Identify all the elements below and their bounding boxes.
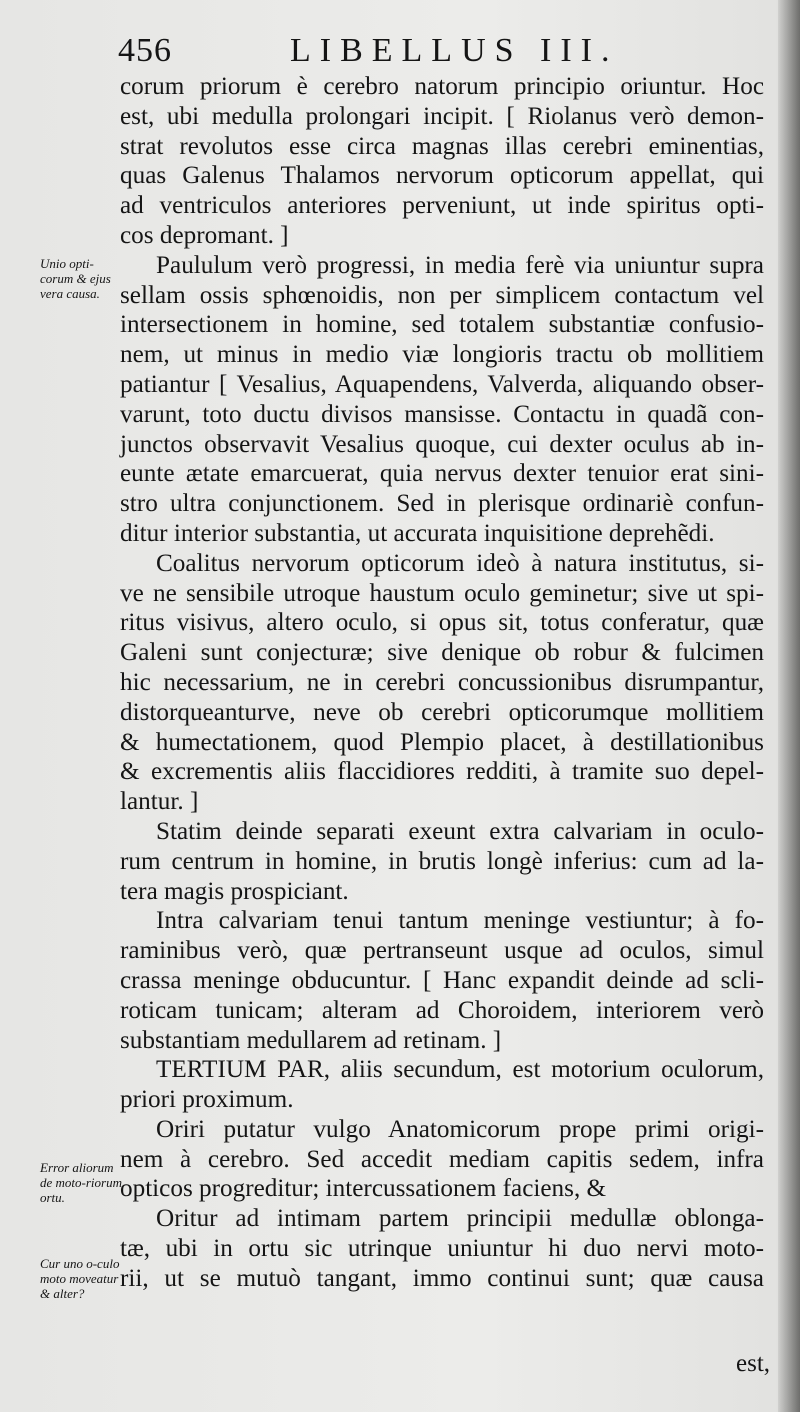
text-line: ritus visivus, altero oculo, si opus sit, totus conferatur, quæ xyxy=(120,609,764,637)
running-title: LIBELLUS III. xyxy=(290,32,619,69)
page-edge-shadow xyxy=(778,0,800,1412)
page-number: 456 xyxy=(118,32,172,69)
text-line: Paululum verò progressi, in media ferè via uniuntur supra xyxy=(156,251,764,279)
text-line: crassa meninge obducuntur. [ Hanc expandit deinde ad scli- xyxy=(120,966,764,994)
text-line: & humectationem, quod Plempio placet, à destillationibus xyxy=(120,728,764,756)
body-text xyxy=(120,72,764,1294)
margin-note-unio: Unio opti-corum & ejus vera causa. xyxy=(40,256,111,301)
margin-note-error: Error aliorum de moto-riorum ortu. xyxy=(40,1160,122,1205)
text-line: eunte ætate emarcuerat, quia nervus dexter tenuior erat sini- xyxy=(120,460,764,488)
text-line: nem à cerebro. Sed accedit mediam capitis sedem, infra xyxy=(120,1145,764,1173)
text-line: substantiam medullarem ad retinam. ] xyxy=(120,1026,502,1054)
text-line: TERTIUM PAR, aliis secundum, est motorium oculorum, xyxy=(156,1056,764,1084)
text-line: cos depromant. ] xyxy=(120,221,289,249)
running-head xyxy=(118,32,638,72)
text-line: sellam ossis sphœnoidis, non per simplicem contactum vel xyxy=(120,281,764,309)
text-line: opticos progreditur; intercussationem faciens, & xyxy=(120,1175,607,1203)
margin-note-cur-uno: Cur uno o-culo moto moveatur & alter? xyxy=(40,1256,120,1301)
text-line: corum priorum è cerebro natorum principio oriuntur. Hoc xyxy=(120,73,764,100)
text-line: & excrementis aliis flaccidiores redditi, à tramite suo depel- xyxy=(120,758,764,786)
text-line: Oritur ad intimam partem principii medullæ oblonga- xyxy=(156,1205,764,1233)
text-line: tera magis prospiciant. xyxy=(120,877,349,905)
text-line: rum centrum in homine, in brutis longè inferius: cum ad la- xyxy=(120,847,764,875)
text-line: rii, ut se mutuò tangant, immo continui sunt; quæ causa xyxy=(120,1264,764,1292)
text-line: Galeni sunt conjecturæ; sive denique ob robur & fulcimen xyxy=(120,639,764,667)
text-line: nem, ut minus in medio viæ longioris tractu ob mollitiem xyxy=(120,341,764,369)
text-line: roticam tunicam; alteram ad Choroidem, interiorem verò xyxy=(120,996,764,1024)
text-line: ad ventriculos anteriores perveniunt, ut inde spiritus opti- xyxy=(120,192,764,220)
text-line: distorqueanturve, neve ob cerebri opticorumque mollitiem xyxy=(120,698,764,726)
text-line: stro ultra conjunctionem. Sed in plerisque ordinariè confun- xyxy=(120,490,764,518)
text-line: est, ubi medulla prolongari incipit. [ Riolanus verò demon- xyxy=(120,102,764,130)
text-line: varunt, toto ductu divisos mansisse. Contactu in quadã con- xyxy=(120,400,764,428)
text-line: patiantur [ Vesalius, Aquapendens, Valverda, aliquando obser- xyxy=(120,370,764,398)
text-line: lantur. ] xyxy=(120,788,199,816)
text-line: intersectionem in homine, sed totalem substantiæ confusio- xyxy=(120,311,764,339)
text-line: tæ, ubi in ortu sic utrinque uniuntur hi duo nervi moto- xyxy=(120,1235,764,1263)
text-line: Oriri putatur vulgo Anatomicorum prope primi origi- xyxy=(156,1115,764,1143)
catchword: est, xyxy=(736,1350,771,1377)
text-line: Statim deinde separati exeunt extra calvariam in oculo- xyxy=(156,817,764,845)
text-line: priori proximum. xyxy=(120,1086,294,1114)
text-line: ditur interior substantia, ut accurata inquisitione deprehẽdi. xyxy=(120,519,715,547)
text-line: strat revolutos esse circa magnas illas cerebri eminentias, xyxy=(120,132,764,160)
text-line: Coalitus nervorum opticorum ideò à natura institutus, si- xyxy=(156,549,764,577)
text-line: junctos observavit Vesalius quoque, cui dexter oculus ab in- xyxy=(120,430,764,458)
text-line: ve ne sensibile utroque haustum oculo geminetur; sive ut spi- xyxy=(120,579,764,607)
text-line: Intra calvariam tenui tantum meninge vestiuntur; à fo- xyxy=(156,907,764,935)
text-line: hic necessarium, ne in cerebri concussionibus disrumpantur, xyxy=(120,668,764,696)
text-line: raminibus verò, quæ pertranseunt usque ad oculos, simul xyxy=(120,937,764,965)
text-line: quas Galenus Thalamos nervorum opticorum appellat, qui xyxy=(120,162,764,190)
